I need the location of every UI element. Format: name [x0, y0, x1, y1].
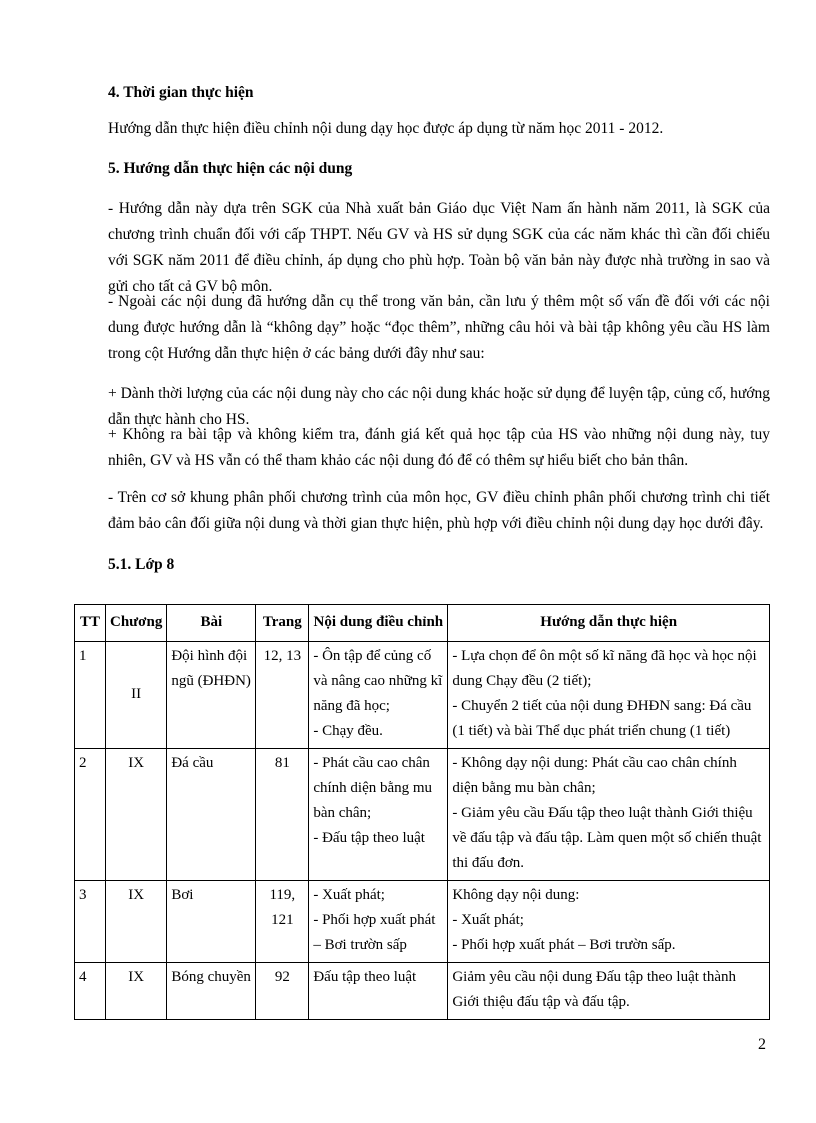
- cell-huong-dan: Giảm yêu cầu nội dung Đấu tập theo luật thành Giới thiệu đấu tập và đấu tập.: [448, 963, 770, 1020]
- cell-huong-dan: - Lựa chọn để ôn một số kĩ năng đã học và học nội dung Chạy đều (2 tiết); - Chuyển 2 tiết của nội dung ĐHĐN sang: Đá cầu (1 tiết) và bài Thể dục phát triển chung (1 tiết): [448, 642, 770, 749]
- table-row: [75, 642, 770, 749]
- section-5-paragraph-3: + Dành thời lượng của các nội dung này cho các nội dung khác hoặc sử dụng để luyện tập, củng cố, hướng dẫn thực hành cho HS.: [108, 385, 770, 428]
- cell-bai: Bóng chuyền: [167, 963, 256, 1020]
- cell-tt: 3: [75, 881, 106, 963]
- section-5-paragraph-5: - Trên cơ sở khung phân phối chương trình của môn học, GV điều chỉnh phân phối chương trình chi tiết đảm bảo cân đối giữa nội dung và thời gian thực hiện, phù hợp với điều chỉnh nội dung dạy học dưới đây.: [108, 489, 770, 532]
- cell-tt: 1: [75, 642, 106, 749]
- table-row: [75, 963, 770, 1020]
- header-bai: Bài: [167, 605, 256, 642]
- page-number: 2: [758, 1036, 766, 1053]
- table-row: [75, 749, 770, 881]
- cell-chuong: IX: [106, 881, 167, 963]
- header-tt: TT: [75, 605, 106, 642]
- cell-trang: 81: [256, 749, 309, 881]
- cell-trang: 92: [256, 963, 309, 1020]
- header-chuong: Chương: [106, 605, 167, 642]
- cell-noi-dung: Đấu tập theo luật: [309, 963, 448, 1020]
- header-noi-dung: Nội dung điều chỉnh: [309, 605, 448, 642]
- cell-noi-dung: - Ôn tập để củng cố và nâng cao những kĩ năng đã học; - Chạy đều.: [309, 642, 448, 749]
- section-4-text: Hướng dẫn thực hiện điều chỉnh nội dung dạy học được áp dụng từ năm học 2011 - 2012.: [108, 120, 664, 137]
- table-row: [75, 881, 770, 963]
- cell-noi-dung: - Phát cầu cao chân chính diện bằng mu bàn chân; - Đấu tập theo luật: [309, 749, 448, 881]
- cell-huong-dan: - Không dạy nội dung: Phát cầu cao chân chính diện bằng mu bàn chân; - Giảm yêu cầu Đấu tập theo luật thành Giới thiệu về đấu tập và đấu tập. Làm quen một số chiến thuật thi đấu đơn.: [448, 749, 770, 881]
- cell-noi-dung: - Xuất phát; - Phối hợp xuất phát – Bơi trườn sấp: [309, 881, 448, 963]
- cell-huong-dan: Không dạy nội dung: - Xuất phát; - Phối hợp xuất phát – Bơi trườn sấp.: [448, 881, 770, 963]
- cell-bai: Đội hình đội ngũ (ĐHĐN): [167, 642, 256, 749]
- table-header-row: [75, 605, 770, 642]
- cell-trang: 12, 13: [256, 642, 309, 749]
- section-5-paragraph-4: + Không ra bài tập và không kiểm tra, đánh giá kết quả học tập của HS vào những nội dung này, tuy nhiên, GV và HS vẫn có thể tham khảo các nội dung đó để có thêm sự hiểu biết cho bản thân.: [108, 426, 770, 469]
- section-5-paragraph-2: - Ngoài các nội dung đã hướng dẫn cụ thể trong văn bản, cần lưu ý thêm một số vấn đề đối với các nội dung được hướng dẫn là “không dạy” hoặc “đọc thêm”, những câu hỏi và bài tập không yêu cầu HS làm trong cột Hướng dẫn thực hiện ở các bảng dưới đây như sau:: [108, 293, 770, 362]
- section-4-heading: 4. Thời gian thực hiện: [108, 84, 254, 101]
- cell-bai: Đá cầu: [167, 749, 256, 881]
- header-trang: Trang: [256, 605, 309, 642]
- cell-bai: Bơi: [167, 881, 256, 963]
- cell-tt: 4: [75, 963, 106, 1020]
- cell-chuong: II: [106, 642, 167, 749]
- cell-trang: 119, 121: [256, 881, 309, 963]
- cell-chuong: IX: [106, 749, 167, 881]
- subsection-heading: 5.1. Lớp 8: [108, 556, 175, 573]
- section-5-heading: 5. Hướng dẫn thực hiện các nội dung: [108, 160, 353, 177]
- section-5-paragraph-1: - Hướng dẫn này dựa trên SGK của Nhà xuất bản Giáo dục Việt Nam ấn hành năm 2011, là SGK của chương trình chuẩn đối với cấp THPT. Nếu GV và HS sử dụng SGK của các năm khác thì cần đối chiếu với SGK năm 2011 để điều chỉnh, áp dụng cho phù hợp. Toàn bộ văn bản này được nhà trường in sao và gửi cho tất cả GV bộ môn.: [108, 200, 770, 295]
- header-huong-dan: Hướng dẫn thực hiện: [448, 605, 770, 642]
- adjustment-table: [74, 604, 770, 1020]
- cell-tt: 2: [75, 749, 106, 881]
- cell-chuong: IX: [106, 963, 167, 1020]
